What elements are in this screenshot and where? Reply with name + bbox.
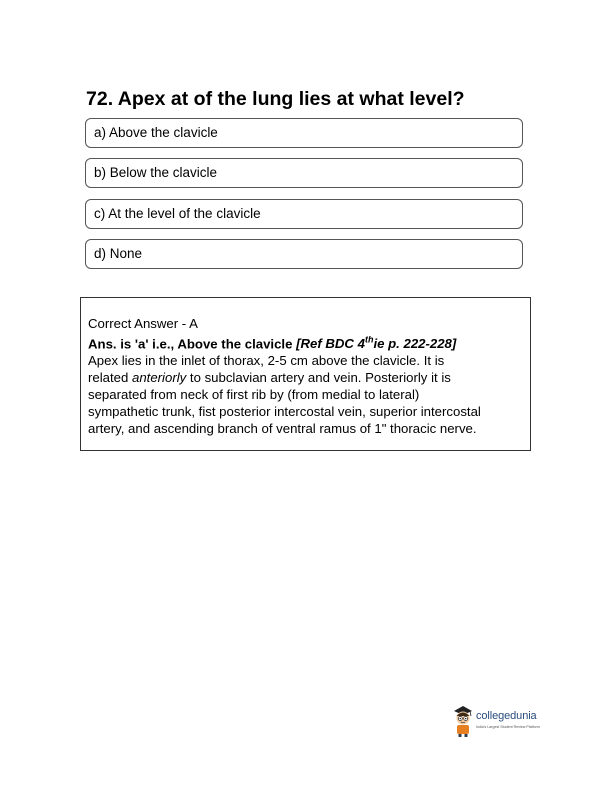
answer-heading	[88, 332, 522, 352]
logo-tagline: India's Largest Student Review Platform	[476, 725, 540, 729]
answer-box	[80, 297, 531, 451]
explanation-line: Apex lies in the inlet of thorax, 2-5 cm above the clavicle. It is	[88, 353, 445, 369]
explanation-line: sympathetic trunk, fist posterior intercostal vein, superior intercostal	[88, 404, 481, 420]
explanation-line: artery, and ascending branch of ventral ramus of 1" thoracic nerve.	[88, 421, 477, 437]
option-b[interactable]: b) Below the clavicle	[85, 158, 523, 188]
option-d[interactable]: d) None	[85, 239, 523, 269]
collegedunia-logo	[452, 704, 544, 738]
mascot-icon	[452, 704, 474, 738]
explanation-line: separated from neck of first rib by (from medial to lateral)	[88, 387, 420, 403]
option-c[interactable]: c) At the level of the clavicle	[85, 199, 523, 229]
emphasis-anteriorly: anteriorly	[132, 370, 187, 386]
answer-reference: [Ref BDC 4thie p. 222-228]	[296, 335, 457, 352]
option-a[interactable]: a) Above the clavicle	[85, 118, 523, 148]
explanation-line: related anteriorly to subclavian artery and vein. Posteriorly it is	[88, 370, 451, 386]
answer-prefix: Ans. is 'a' i.e., Above the clavicle	[88, 336, 297, 352]
logo-name: collegedunia	[476, 710, 537, 722]
correct-answer-label: Correct Answer - A	[88, 316, 198, 331]
question-title: 72. Apex at of the lung lies at what level?	[86, 88, 465, 110]
